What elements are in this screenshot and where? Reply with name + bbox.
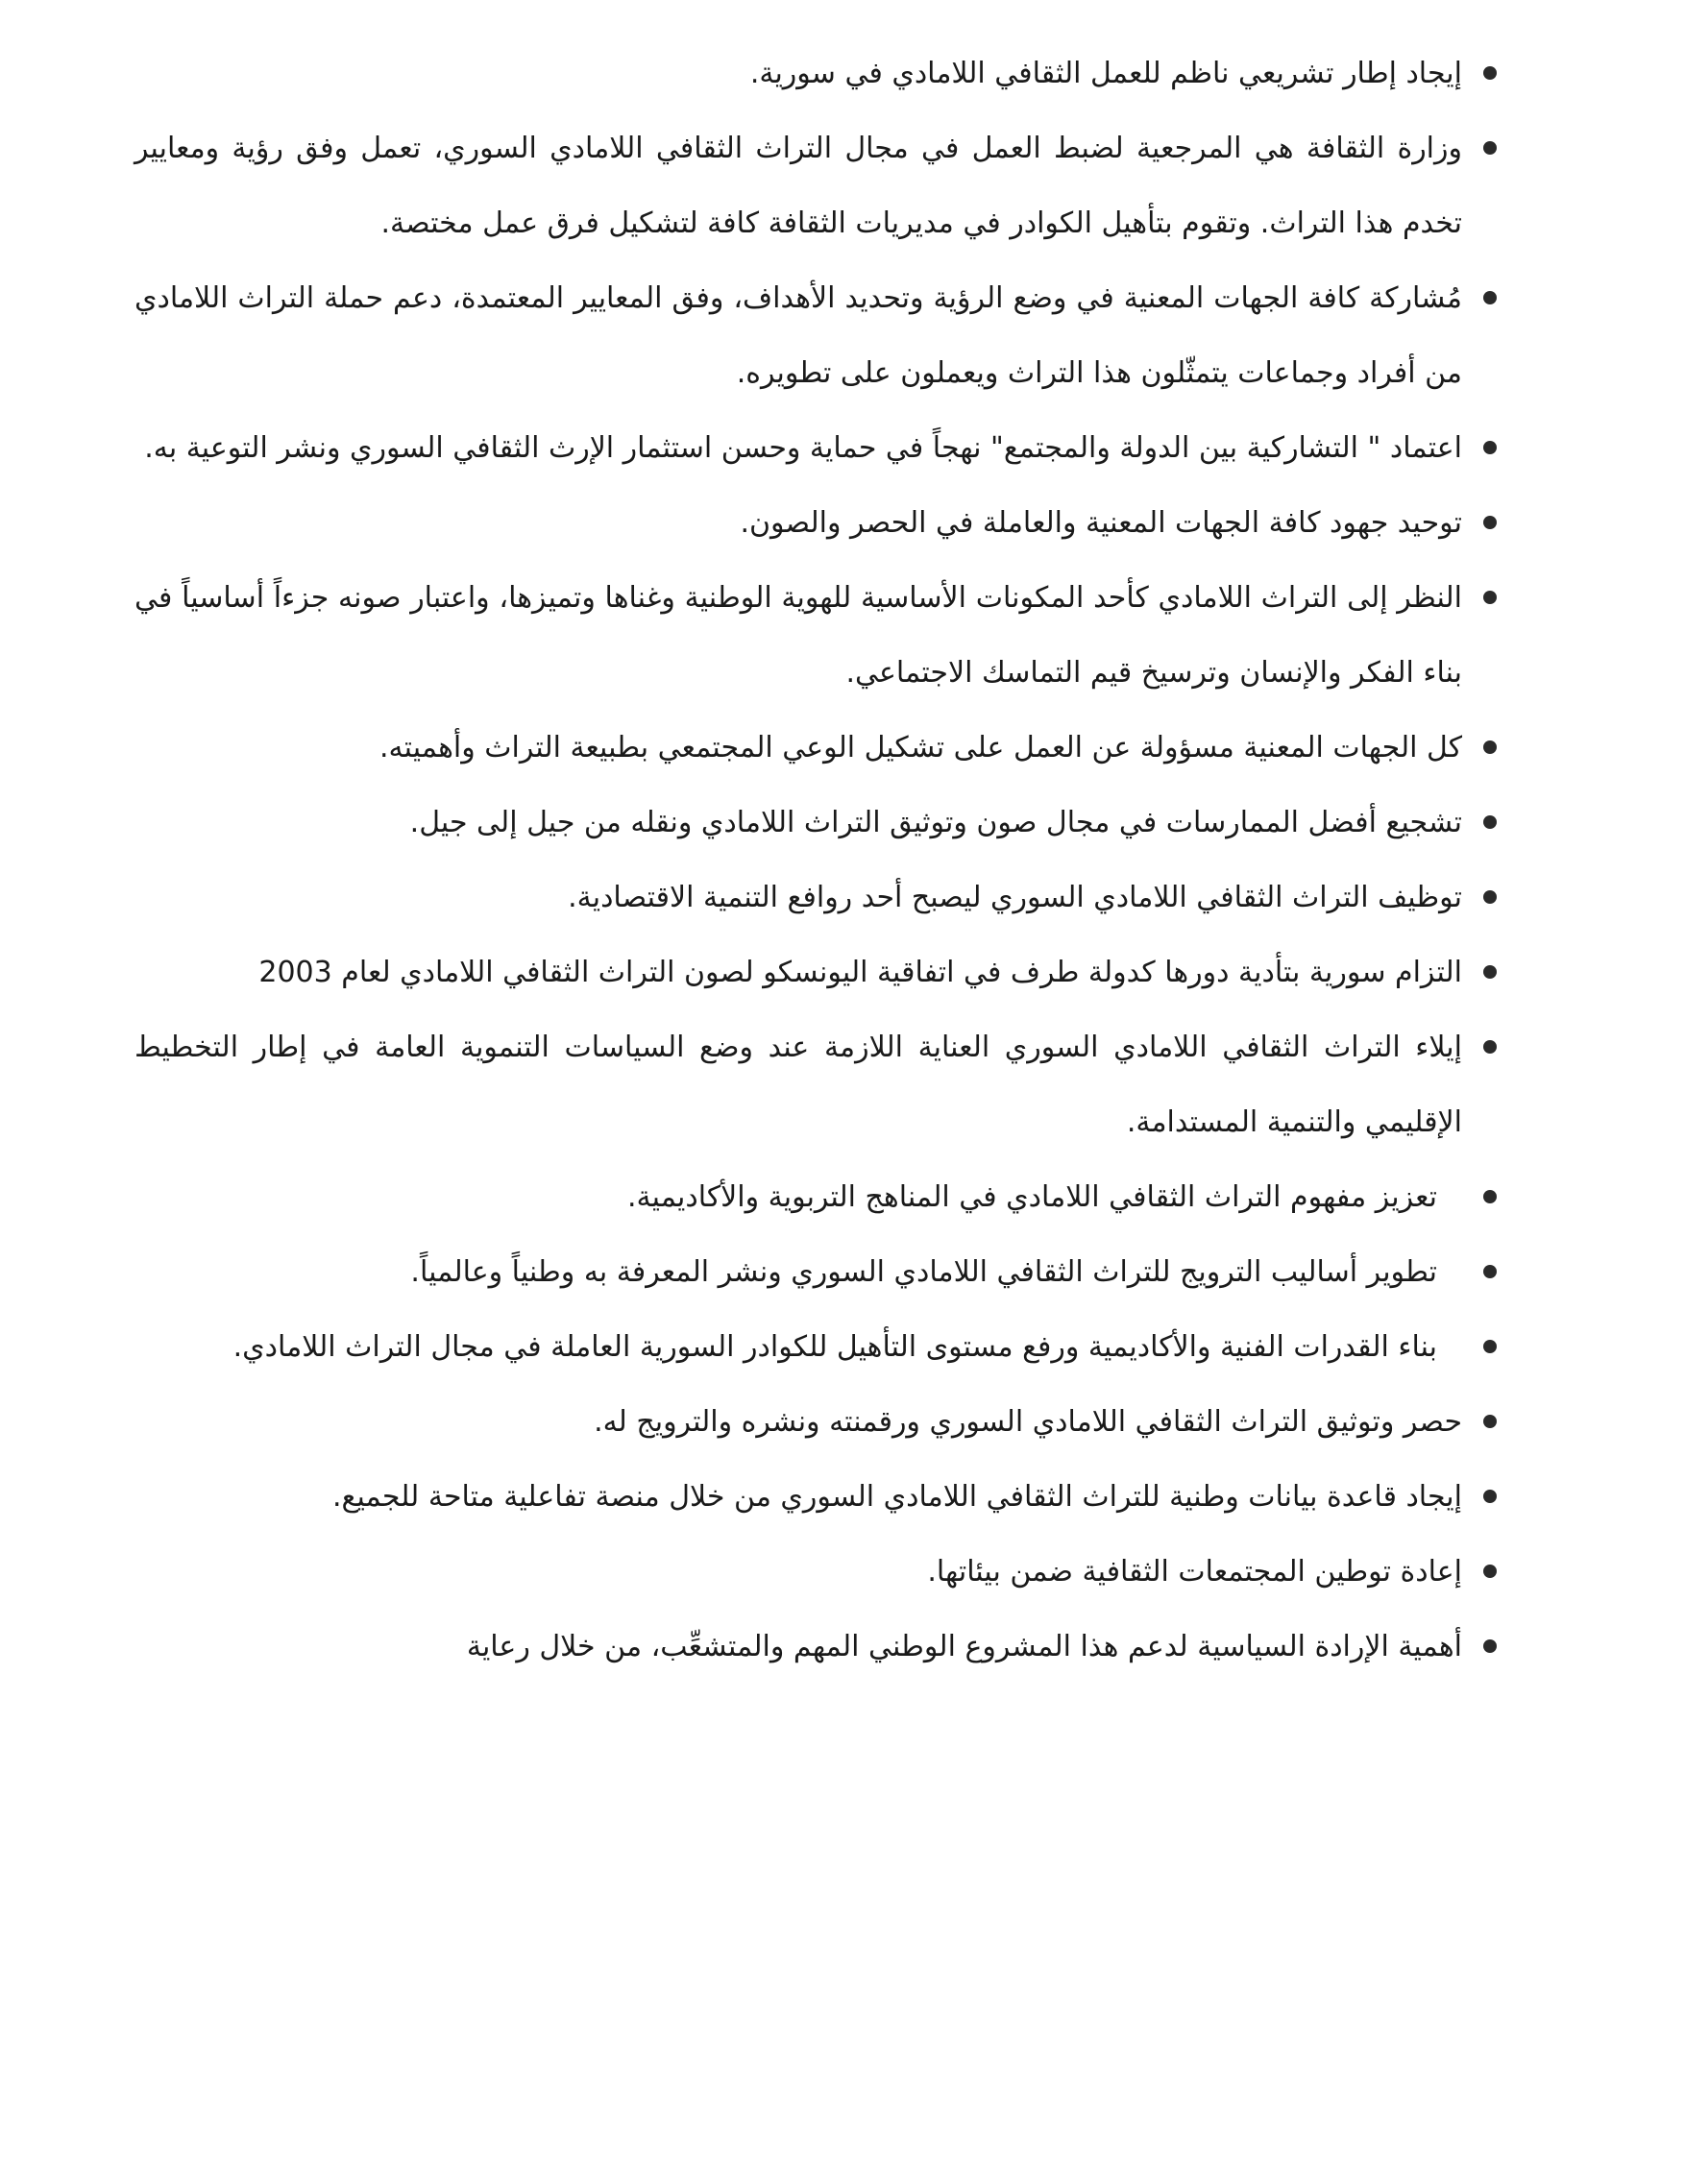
list-item-text: أهمية الإرادة السياسية لدعم هذا المشروع الوطني المهم والمتشعِّب، من خلال رعاية bbox=[466, 1630, 1462, 1663]
list-item-text: توحيد جهود كافة الجهات المعنية والعاملة في الحصر والصون. bbox=[740, 506, 1462, 540]
list-item-text: التزام سورية بتأدية دورها كدولة طرف في اتفاقية اليونسكو لصون التراث الثقافي اللامادي لعام 2003 bbox=[258, 956, 1462, 989]
list-item bbox=[134, 1385, 1497, 1460]
bullet-list bbox=[134, 36, 1497, 1685]
list-item-text: تشجيع أفضل الممارسات في مجال صون وتوثيق التراث اللامادي ونقله من جيل إلى جيل. bbox=[409, 806, 1462, 839]
bullet-icon bbox=[1483, 1490, 1497, 1503]
bullet-icon bbox=[1483, 1415, 1497, 1428]
list-item bbox=[134, 711, 1497, 786]
list-item bbox=[134, 561, 1497, 711]
bullet-icon bbox=[1483, 740, 1497, 754]
bullet-icon bbox=[1483, 1190, 1497, 1203]
list-item-text: وزارة الثقافة هي المرجعية لضبط العمل في مجال التراث الثقافي اللامادي السوري، تعمل وفق رؤية ومعايير تخدم هذا التراث. وتقوم بتأهيل الكوادر في مديريات الثقافة كافة لتشكيل فرق عمل مختصة. bbox=[134, 132, 1462, 240]
list-item bbox=[134, 1010, 1497, 1160]
bullet-icon bbox=[1483, 141, 1497, 155]
list-item-text: توظيف التراث الثقافي اللامادي السوري ليصبح أحد روافع التنمية الاقتصادية. bbox=[568, 881, 1462, 914]
bullet-icon bbox=[1483, 291, 1497, 304]
list-item-text: إيجاد قاعدة بيانات وطنية للتراث الثقافي اللامادي السوري من خلال منصة تفاعلية متاحة للجميع. bbox=[331, 1480, 1462, 1514]
list-item bbox=[134, 1310, 1497, 1385]
list-item bbox=[134, 1610, 1497, 1685]
list-item-text: إيلاء التراث الثقافي اللامادي السوري العناية اللازمة عند وضع السياسات التنموية العامة في إطار التخطيط الإقليمي والتنمية المستدامة. bbox=[134, 1031, 1462, 1139]
bullet-icon bbox=[1483, 890, 1497, 904]
bullet-icon bbox=[1483, 1565, 1497, 1578]
list-item bbox=[134, 261, 1497, 411]
bullet-icon bbox=[1483, 1340, 1497, 1353]
list-item bbox=[134, 1535, 1497, 1610]
list-item bbox=[134, 1235, 1497, 1310]
bullet-icon bbox=[1483, 516, 1497, 529]
list-item-text: بناء القدرات الفنية والأكاديمية ورفع مستوى التأهيل للكوادر السورية العاملة في مجال التراث اللامادي. bbox=[232, 1330, 1437, 1364]
bullet-icon bbox=[1483, 591, 1497, 604]
bullet-icon bbox=[1483, 815, 1497, 829]
bullet-icon bbox=[1483, 1265, 1497, 1278]
list-item bbox=[134, 861, 1497, 935]
bullet-icon bbox=[1483, 66, 1497, 80]
list-item-text: مُشاركة كافة الجهات المعنية في وضع الرؤية وتحديد الأهداف، وفق المعايير المعتمدة، دعم حملة التراث اللامادي من أفراد وجماعات يتمثّلون هذا التراث ويعملون على تطويره. bbox=[134, 281, 1462, 390]
list-item-text: النظر إلى التراث اللامادي كأحد المكونات الأساسية للهوية الوطنية وغناها وتميزها، واعتبار صونه جزءاً أساسياً في بناء الفكر والإنسان وترسيخ قيم التماسك الاجتماعي. bbox=[134, 581, 1462, 690]
list-item-text: اعتماد " التشاركية بين الدولة والمجتمع" نهجاً في حماية وحسن استثمار الإرث الثقافي السوري ونشر التوعية به. bbox=[144, 431, 1462, 465]
list-item bbox=[134, 1460, 1497, 1535]
bullet-icon bbox=[1483, 1040, 1497, 1054]
list-item bbox=[134, 36, 1497, 111]
list-item-text: كل الجهات المعنية مسؤولة عن العمل على تشكيل الوعي المجتمعي بطبيعة التراث وأهميته. bbox=[379, 731, 1462, 764]
list-item-text: إيجاد إطار تشريعي ناظم للعمل الثقافي اللامادي في سورية. bbox=[749, 57, 1462, 90]
bullet-icon bbox=[1483, 441, 1497, 454]
bullet-icon bbox=[1483, 965, 1497, 979]
list-item bbox=[134, 486, 1497, 561]
list-item-text: تطوير أساليب الترويج للتراث الثقافي اللامادي السوري ونشر المعرفة به وطنياً وعالمياً. bbox=[410, 1255, 1437, 1289]
document-page bbox=[134, 36, 1497, 1685]
list-item bbox=[134, 111, 1497, 261]
list-item bbox=[134, 1160, 1497, 1235]
list-item-text: حصر وتوثيق التراث الثقافي اللامادي السوري ورقمنته ونشره والترويج له. bbox=[594, 1405, 1462, 1439]
list-item-text: إعادة توطين المجتمعات الثقافية ضمن بيئاتها. bbox=[927, 1555, 1462, 1589]
list-item bbox=[134, 935, 1497, 1010]
list-item bbox=[134, 786, 1497, 861]
list-item bbox=[134, 411, 1497, 486]
bullet-icon bbox=[1483, 1639, 1497, 1653]
list-item-text: تعزيز مفهوم التراث الثقافي اللامادي في المناهج التربوية والأكاديمية. bbox=[627, 1180, 1437, 1214]
